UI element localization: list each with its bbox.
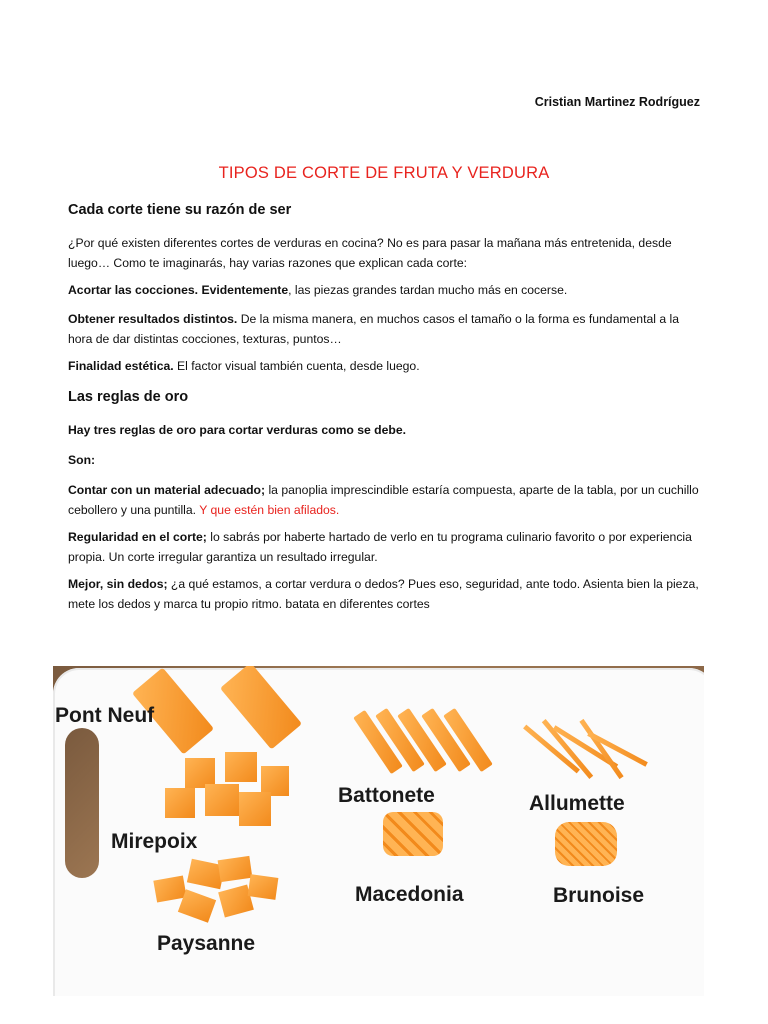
board-handle bbox=[65, 728, 99, 878]
mirepoix-piece bbox=[165, 788, 195, 818]
reason-3-lead: Finalidad estética. bbox=[68, 359, 174, 373]
mirepoix-piece bbox=[205, 784, 239, 816]
rule-2-text: lo sabrás por haberte hartado de verlo en tu programa culinario favorito o por experiencia propia. Un corte irregular garantiza un resultado irregular. bbox=[68, 530, 692, 564]
reason-2-text: De la misma manera, en muchos casos el tamaño o la forma es fundamental a la hora de dar distintas cocciones, texturas, puntos… bbox=[68, 312, 679, 346]
reason-1-lead: Acortar las cocciones. Evidentemente bbox=[68, 283, 289, 297]
paragraph-rule-2 bbox=[68, 527, 700, 567]
rule-1-text: la panoplia imprescindible estaría compuesta, aparte de la tabla, por un cuchillo cebollero y una puntilla. bbox=[68, 483, 699, 517]
rule-3-text: ¿a qué estamos, a cortar verdura o dedos? Pues eso, seguridad, ante todo. Asienta bien la pieza, mete los dedos y marca tu propio ritmo. batata en diferentes cortes bbox=[68, 577, 699, 611]
rule-3-lead: Mejor, sin dedos; bbox=[68, 577, 168, 591]
reason-2-lead: Obtener resultados distintos. bbox=[68, 312, 238, 326]
paragraph-reglas-intro: Hay tres reglas de oro para cortar verduras como se debe. bbox=[68, 423, 407, 437]
macedonia-piece bbox=[383, 812, 443, 856]
paragraph-son: Son: bbox=[68, 453, 96, 467]
rule-1-lead: Contar con un material adecuado; bbox=[68, 483, 266, 497]
rule-1-highlight: Y que estén bien afilados. bbox=[196, 503, 340, 517]
paysanne-piece bbox=[218, 856, 253, 882]
label-battonete: Battonete bbox=[338, 784, 435, 807]
brunoise-piece bbox=[555, 822, 617, 866]
vegetable-cuts-photo bbox=[53, 666, 704, 996]
mirepoix-piece bbox=[239, 792, 271, 826]
reason-1-text: , las piezas grandes tardan mucho más en cocerse. bbox=[288, 283, 568, 297]
mirepoix-piece bbox=[225, 752, 257, 782]
label-brunoise: Brunoise bbox=[553, 884, 645, 907]
document-title: TIPOS DE CORTE DE FRUTA Y VERDURA bbox=[218, 164, 550, 182]
label-paysanne: Paysanne bbox=[157, 932, 256, 955]
paragraph-reason-3 bbox=[68, 356, 700, 376]
paragraph-rule-3 bbox=[68, 574, 700, 614]
paysanne-piece bbox=[248, 874, 279, 900]
section-heading-reglas: Las reglas de oro bbox=[68, 389, 189, 405]
label-macedonia: Macedonia bbox=[355, 883, 464, 906]
paragraph-reason-2 bbox=[68, 309, 700, 349]
paragraph-rule-1 bbox=[68, 480, 700, 520]
author-name: Cristian Martinez Rodríguez bbox=[534, 95, 700, 109]
paragraph-intro: ¿Por qué existen diferentes cortes de verduras en cocina? No es para pasar la mañana más entretenida, desde luego… Como te imaginarás, hay varias razones que explican cada corte: bbox=[68, 236, 672, 270]
paragraph-reason-1 bbox=[68, 280, 700, 300]
label-mirepoix: Mirepoix bbox=[111, 830, 198, 853]
section-heading-razon: Cada corte tiene su razón de ser bbox=[68, 202, 292, 218]
reason-3-text: El factor visual también cuenta, desde luego. bbox=[173, 359, 420, 373]
label-allumette: Allumette bbox=[529, 792, 625, 815]
rule-2-lead: Regularidad en el corte; bbox=[68, 530, 207, 544]
label-pont-neuf: Pont Neuf bbox=[55, 704, 155, 727]
